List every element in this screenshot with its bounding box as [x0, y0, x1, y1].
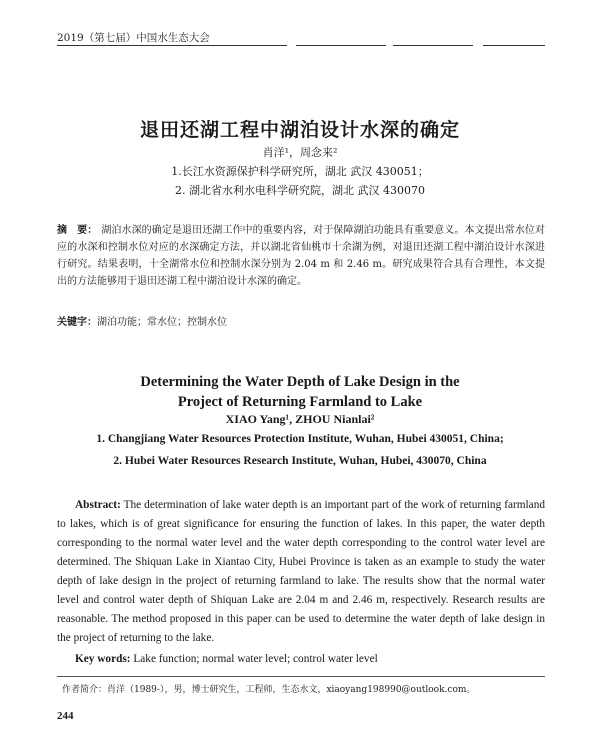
- header-rule-segment: [483, 45, 545, 46]
- abstract-chinese-label: 摘 要：: [57, 225, 98, 236]
- header-rule: [57, 45, 287, 46]
- title-english-line-2: Project of Returning Farmland to Lake: [177, 394, 423, 410]
- title-english-line-1: Determining the Water Depth of Lake Design in the: [140, 374, 460, 390]
- header-rule-segment: [296, 45, 386, 46]
- abstract-english-label: Abstract:: [75, 499, 121, 511]
- footnote-rule: [57, 676, 545, 677]
- title-english: [0, 372, 600, 412]
- affiliation-english-2: 2. Hubei Water Resources Research Institute, Wuhan, Hubei, 430070, China: [113, 455, 487, 467]
- header-rule-segment: [393, 45, 473, 46]
- abstract-english-text: The determination of lake water depth is an important part of the work of returning farmland to lakes, which is of great significance for ensuring the function of lakes. In this paper, the water depth corresponding to the normal water level and the water depth corresponding to the control water level are determined. The Shiquan Lake in Xiantao City, Hubei Province is taken as an example to study the water depth of lake design in the project of returning farmland to lake. The results show that the normal water level and control water depth of Shiquan Lake are 2.04 m and 2.46 m, respectively. Research results are reasonable. The method proposed in this paper can be used to determine the water depth of lake design in the project of returning to the lake.: [57, 499, 545, 644]
- keywords-english: [75, 653, 378, 665]
- affiliation-chinese-2: 2. 湖北省水利水电科学研究院，湖北 武汉 430070: [175, 184, 425, 197]
- authors-chinese: 肖洋¹，周念来²: [262, 146, 338, 159]
- title-chinese: 退田还湖工程中湖泊设计水深的确定: [139, 119, 460, 141]
- abstract-chinese: [57, 222, 545, 290]
- running-header: 2019（第七届）中国水生态大会: [57, 32, 210, 44]
- authors-english: XIAO Yang¹, ZHOU Nianlai²: [225, 412, 375, 426]
- keywords-chinese: [57, 313, 227, 328]
- keywords-english-text: Lake function; normal water level; control water level: [133, 653, 378, 665]
- keywords-chinese-text: 湖泊功能；常水位；控制水位: [97, 317, 227, 328]
- abstract-english: [57, 496, 545, 648]
- keywords-english-label: Key words:: [75, 653, 131, 665]
- affiliation-chinese-1: 1.长江水资源保护科学研究所，湖北 武汉 430051；: [171, 165, 429, 178]
- affiliation-english-1: 1. Changjiang Water Resources Protection Institute, Wuhan, Hubei 430051, China;: [96, 433, 504, 445]
- author-footnote: 作者简介：肖洋（1989-），男，博士研究生，工程师，生态水文，xiaoyang198990@outlook.com。: [62, 685, 476, 695]
- abstract-chinese-text: 湖泊水深的确定是退田还湖工作中的重要内容，对于保障湖泊功能具有重要意义。本文提出常水位对应的水深和控制水位对应的水深确定方法，并以湖北省仙桃市十余湖为例，对退田还湖工程中湖泊设计水深进行研究。结果表明，十全湖常水位和控制水深分别为 2.04 m 和 2.46 m。研究成果符合具有合理性，本文提出的方法能够用于退田还湖工程中湖泊设计水深的确定。: [57, 225, 546, 287]
- page-number: 244: [57, 710, 74, 722]
- keywords-chinese-label: 关键字：: [57, 317, 97, 328]
